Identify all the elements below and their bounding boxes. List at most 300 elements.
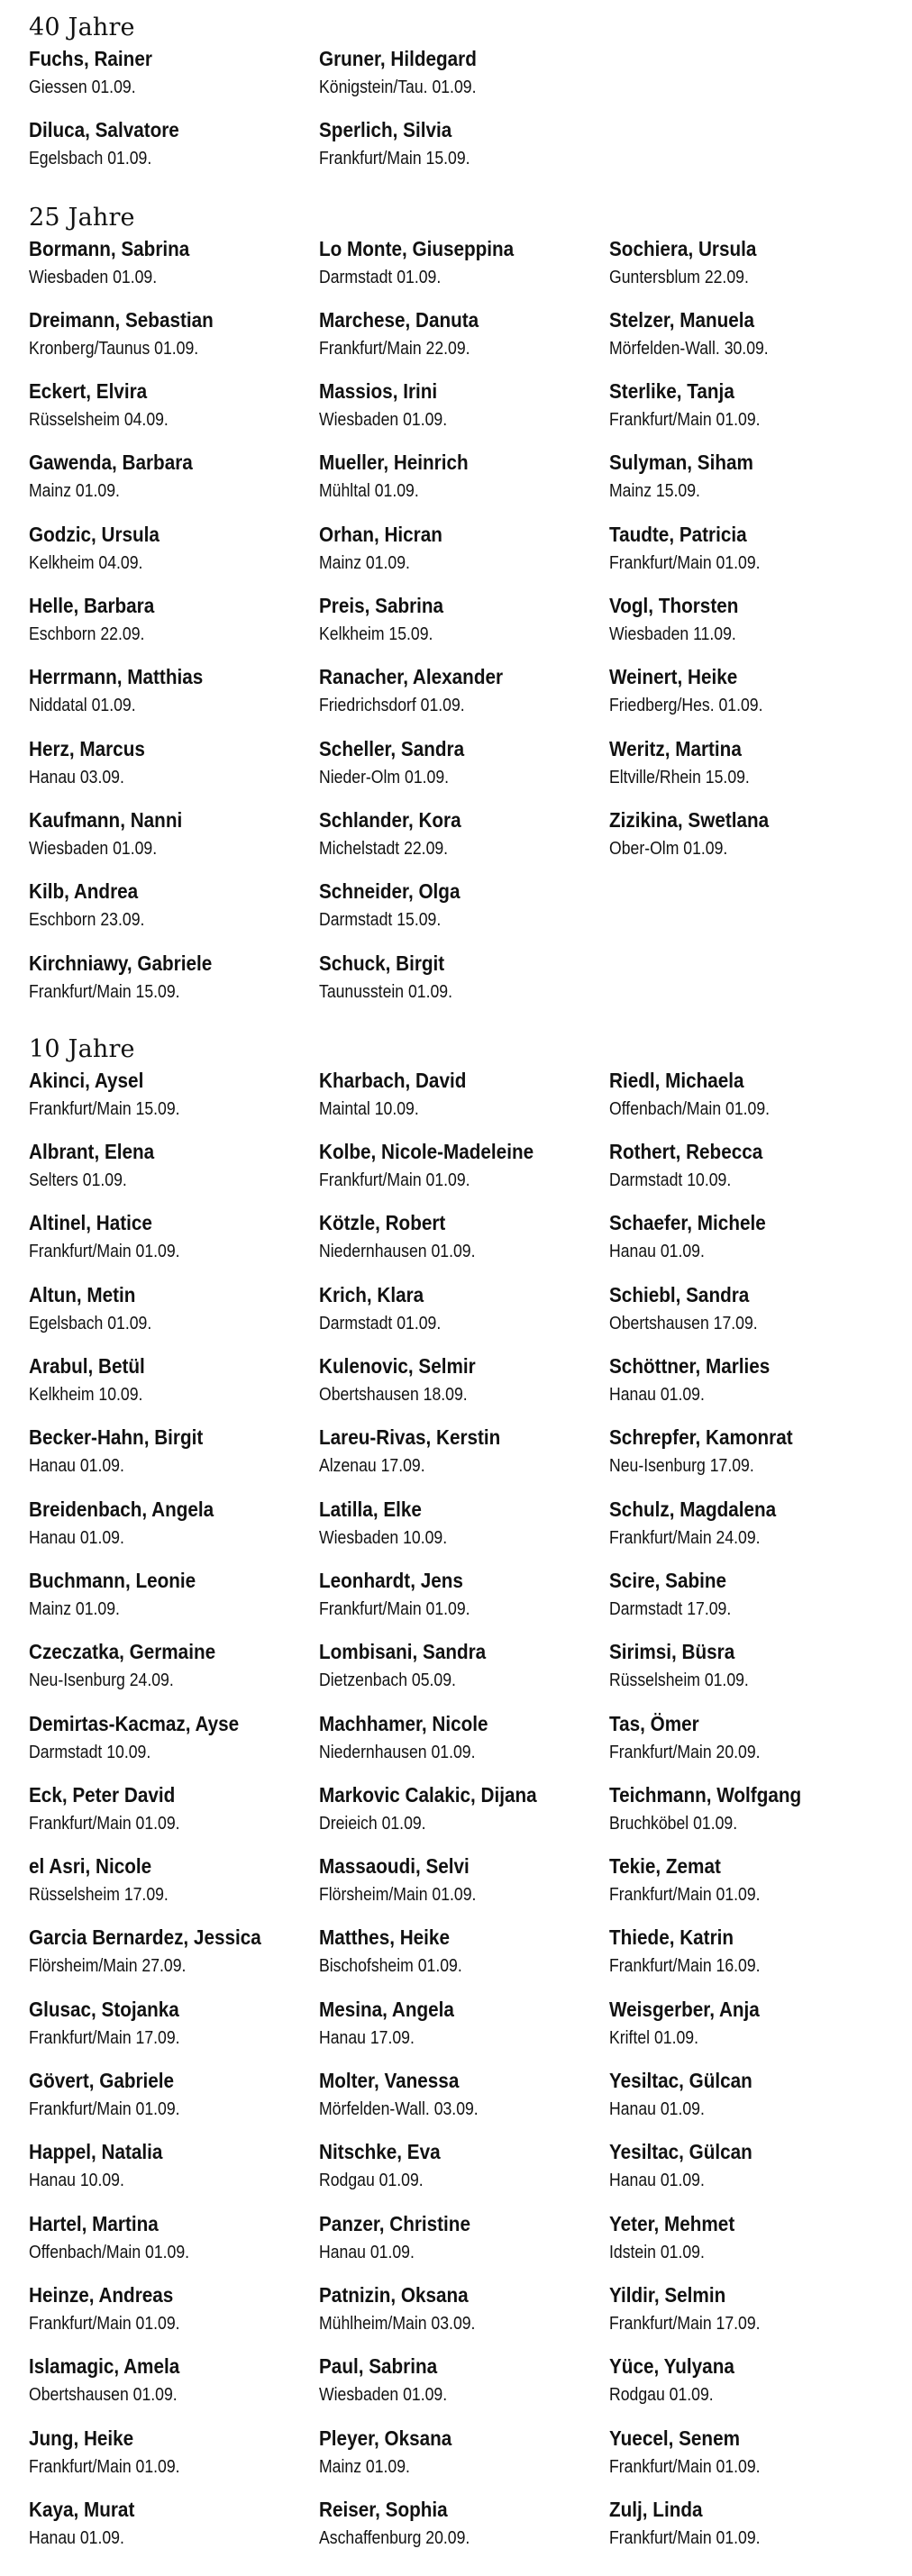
empty-cell	[609, 45, 894, 116]
location-date: Hanau 01.09.	[609, 2170, 705, 2191]
location-date: Aschaffenburg 20.09.	[319, 2526, 470, 2548]
person-name: Fuchs, Rainer	[29, 47, 152, 70]
person-name: Scire, Sabine	[609, 1568, 727, 1592]
person-name: Lo Monte, Giuseppina	[319, 236, 515, 260]
person-name: Yüce, Yulyana	[609, 2354, 734, 2379]
person-name: Vogl, Thorsten	[609, 594, 739, 618]
anniversary-list	[29, 13, 894, 2567]
location-date: Alzenau 17.09.	[319, 1455, 425, 1477]
person-name: Zulj, Linda	[609, 2497, 703, 2521]
location-date: Frankfurt/Main 17.09.	[29, 2026, 180, 2048]
person-name: Molter, Vanessa	[319, 2069, 460, 2093]
person-name: Patnizin, Oksana	[319, 2282, 469, 2307]
location-date: Friedrichsdorf 01.09.	[319, 695, 465, 716]
list-item	[609, 663, 894, 734]
list-item	[29, 2210, 319, 2281]
list-item	[319, 45, 609, 116]
person-name: Kilb, Andrea	[29, 879, 139, 904]
person-name: Lareu-Rivas, Kerstin	[319, 1425, 501, 1450]
list-item	[319, 1710, 609, 1781]
list-item	[609, 1281, 894, 1352]
location-date: Kelkheim 15.09.	[319, 624, 433, 645]
location-date: Michelstadt 22.09.	[319, 837, 449, 859]
location-date: Eltville/Rhein 15.09.	[609, 766, 750, 787]
list-item	[29, 1996, 319, 2067]
person-name: Albrant, Elena	[29, 1140, 155, 1164]
location-date: Mühlheim/Main 03.09.	[319, 2312, 476, 2334]
list-item	[29, 2496, 319, 2567]
list-item	[319, 1281, 609, 1352]
person-name: Teichmann, Wolfgang	[609, 1782, 802, 1807]
person-name: Paul, Sabrina	[319, 2354, 438, 2379]
location-date: Dietzenbach 05.09.	[319, 1670, 456, 1691]
list-item	[29, 1567, 319, 1638]
person-name: Gruner, Hildegard	[319, 47, 477, 70]
location-date: Frankfurt/Main 01.09.	[29, 1241, 180, 1262]
list-item	[29, 1496, 319, 1567]
list-item	[319, 1781, 609, 1852]
list-item	[29, 2353, 319, 2424]
list-item	[319, 1924, 609, 1995]
person-name: Schlander, Kora	[319, 807, 461, 832]
list-item	[319, 116, 609, 187]
location-date: Hanau 01.09.	[29, 1526, 124, 1548]
location-date: Frankfurt/Main 22.09.	[319, 337, 470, 359]
person-name: Sochiera, Ursula	[609, 236, 757, 260]
list-item	[609, 1781, 894, 1852]
location-date: Rüsselsheim 01.09.	[609, 1670, 749, 1691]
person-name: Lombisani, Sandra	[319, 1640, 487, 1664]
list-item	[609, 1496, 894, 1567]
location-date: Mainz 15.09.	[609, 480, 700, 502]
location-date: Wiesbaden 01.09.	[29, 266, 158, 287]
list-item	[319, 1067, 609, 1138]
list-item	[609, 2425, 894, 2496]
location-date: Friedberg/Hes. 01.09.	[609, 695, 763, 716]
location-date: Rodgau 01.09.	[609, 2384, 714, 2406]
list-item	[319, 2496, 609, 2567]
person-name: Demirtas-Kacmaz, Ayse	[29, 1711, 240, 1735]
list-item	[29, 45, 319, 116]
location-date: Hanau 01.09.	[609, 1384, 705, 1406]
location-date: Eschborn 23.09.	[29, 909, 145, 931]
location-date: Hanau 17.09.	[319, 2026, 415, 2048]
location-date: Mainz 01.09.	[29, 480, 120, 502]
person-name: Yesiltac, Gülcan	[609, 2140, 752, 2164]
list-item	[29, 1209, 319, 1280]
person-name: el Asri, Nicole	[29, 1854, 152, 1879]
location-date: Guntersblum 22.09.	[609, 266, 749, 287]
location-date: Neu-Isenburg 17.09.	[609, 1455, 754, 1477]
person-name: Matthes, Heike	[319, 1925, 450, 1950]
location-date: Hanau 01.09.	[609, 1241, 705, 1262]
location-date: Obertshausen 17.09.	[609, 1312, 758, 1334]
list-item	[319, 1209, 609, 1280]
list-item	[319, 1638, 609, 1709]
list-item	[29, 1067, 319, 1138]
person-name: Happel, Natalia	[29, 2140, 163, 2164]
location-date: Egelsbach 01.09.	[29, 1312, 152, 1334]
location-date: Frankfurt/Main 15.09.	[29, 1097, 180, 1119]
location-date: Ober-Olm 01.09.	[609, 837, 728, 859]
list-item	[609, 1996, 894, 2067]
list-item	[319, 1852, 609, 1924]
person-name: Dreimann, Sebastian	[29, 307, 214, 332]
person-name: Sulyman, Siham	[609, 451, 753, 475]
list-item	[319, 878, 609, 949]
list-item	[319, 306, 609, 378]
location-date: Kriftel 01.09.	[609, 2026, 698, 2048]
list-item	[319, 592, 609, 663]
list-item	[29, 116, 319, 187]
person-name: Altinel, Hatice	[29, 1211, 152, 1235]
section-10-years	[29, 1034, 894, 2567]
list-item	[609, 1924, 894, 1995]
list-item	[609, 735, 894, 806]
list-item	[319, 449, 609, 520]
list-item	[319, 950, 609, 1021]
person-name: Weisgerber, Anja	[609, 1997, 760, 2021]
location-date: Flörsheim/Main 01.09.	[319, 1884, 477, 1906]
location-date: Frankfurt/Main 01.09.	[29, 2098, 180, 2120]
list-item	[29, 592, 319, 663]
location-date: Frankfurt/Main 20.09.	[609, 1741, 761, 1762]
person-name: Mueller, Heinrich	[319, 451, 469, 475]
location-date: Frankfurt/Main 01.09.	[319, 1597, 470, 1619]
location-date: Frankfurt/Main 24.09.	[609, 1526, 761, 1548]
person-name: Hartel, Martina	[29, 2211, 159, 2235]
empty-cell	[609, 116, 894, 187]
list-item	[319, 1996, 609, 2067]
section-title: 10 Jahre	[29, 1034, 135, 1063]
person-name: Schrepfer, Kamonrat	[609, 1425, 793, 1450]
location-date: Niddatal 01.09.	[29, 695, 136, 716]
list-item	[609, 1638, 894, 1709]
list-item	[609, 449, 894, 520]
person-name: Schaefer, Michele	[609, 1211, 766, 1235]
list-item	[319, 378, 609, 449]
person-name: Zizikina, Swetlana	[609, 807, 770, 832]
person-name: Machhamer, Nicole	[319, 1711, 488, 1735]
list-item	[319, 735, 609, 806]
person-name: Gawenda, Barbara	[29, 451, 193, 475]
location-date: Kelkheim 10.09.	[29, 1384, 143, 1406]
location-date: Frankfurt/Main 01.09.	[609, 551, 761, 573]
list-item	[609, 1352, 894, 1424]
list-item	[29, 2281, 319, 2353]
list-item	[29, 235, 319, 306]
list-item	[319, 2210, 609, 2281]
list-item	[319, 2281, 609, 2353]
person-name: Weinert, Heike	[609, 665, 738, 689]
location-date: Mörfelden-Wall. 03.09.	[319, 2098, 479, 2120]
list-item	[609, 378, 894, 449]
location-date: Flörsheim/Main 27.09.	[29, 1955, 187, 1977]
person-name: Pleyer, Oksana	[319, 2426, 452, 2450]
list-item	[609, 2210, 894, 2281]
person-name: Kötzle, Robert	[319, 1211, 446, 1235]
location-date: Bruchköbel 01.09.	[609, 1812, 738, 1834]
location-date: Darmstadt 10.09.	[29, 1741, 151, 1762]
person-name: Sterlike, Tanja	[609, 379, 734, 404]
location-date: Frankfurt/Main 01.09.	[609, 1884, 761, 1906]
person-name: Thiede, Katrin	[609, 1925, 734, 1950]
list-item	[609, 592, 894, 663]
list-item	[319, 1138, 609, 1209]
location-date: Mainz 01.09.	[29, 1597, 120, 1619]
location-date: Nieder-Olm 01.09.	[319, 766, 450, 787]
person-name: Garcia Bernardez, Jessica	[29, 1925, 261, 1950]
location-date: Egelsbach 01.09.	[29, 148, 152, 169]
location-date: Kronberg/Taunus 01.09.	[29, 337, 199, 359]
location-date: Taunusstein 01.09.	[319, 980, 453, 1002]
person-name: Godzic, Ursula	[29, 522, 160, 546]
person-name: Reiser, Sophia	[319, 2497, 448, 2521]
location-date: Darmstadt 15.09.	[319, 909, 442, 931]
location-date: Obertshausen 18.09.	[319, 1384, 468, 1406]
person-name: Buchmann, Leonie	[29, 1568, 196, 1592]
location-date: Rüsselsheim 04.09.	[29, 409, 169, 431]
list-item	[29, 521, 319, 592]
location-date: Mainz 01.09.	[319, 551, 410, 573]
location-date: Wiesbaden 01.09.	[319, 409, 448, 431]
list-item	[609, 1710, 894, 1781]
location-date: Wiesbaden 11.09.	[609, 624, 736, 645]
list-item	[319, 235, 609, 306]
location-date: Selters 01.09.	[29, 1170, 127, 1191]
person-name: Kharbach, David	[319, 1068, 467, 1092]
location-date: Frankfurt/Main 01.09.	[319, 1170, 470, 1191]
list-item	[29, 1781, 319, 1852]
location-date: Maintal 10.09.	[319, 1097, 419, 1119]
list-item	[29, 2138, 319, 2209]
location-date: Darmstadt 01.09.	[319, 266, 442, 287]
list-item	[609, 306, 894, 378]
person-name: Schulz, Magdalena	[609, 1497, 777, 1521]
list-item	[609, 1852, 894, 1924]
location-date: Hanau 01.09.	[609, 2098, 705, 2120]
person-name: Massios, Irini	[319, 379, 438, 404]
person-name: Massaoudi, Selvi	[319, 1854, 470, 1879]
person-name: Scheller, Sandra	[319, 736, 465, 760]
person-name: Czeczatka, Germaine	[29, 1640, 216, 1664]
list-item	[609, 1424, 894, 1495]
list-item	[319, 1496, 609, 1567]
section-25-years	[29, 203, 894, 1021]
person-name: Breidenbach, Angela	[29, 1497, 214, 1521]
list-item	[609, 2138, 894, 2209]
list-item	[29, 449, 319, 520]
location-date: Neu-Isenburg 24.09.	[29, 1670, 174, 1691]
location-date: Frankfurt/Main 01.09.	[609, 2526, 761, 2548]
person-name: Schuck, Birgit	[319, 951, 445, 975]
location-date: Frankfurt/Main 01.09.	[29, 1812, 180, 1834]
location-date: Mühltal 01.09.	[319, 480, 419, 502]
list-item	[609, 1209, 894, 1280]
person-name: Yildir, Selmin	[609, 2282, 726, 2307]
person-name: Kirchniawy, Gabriele	[29, 951, 213, 975]
list-item	[29, 1710, 319, 1781]
person-name: Kaya, Murat	[29, 2497, 135, 2521]
entry-grid	[29, 1067, 894, 2567]
person-name: Riedl, Michaela	[609, 1068, 744, 1092]
person-name: Panzer, Christine	[319, 2211, 470, 2235]
person-name: Akinci, Aysel	[29, 1068, 144, 1092]
list-item	[319, 806, 609, 878]
person-name: Yuecel, Senem	[609, 2426, 740, 2450]
location-date: Wiesbaden 01.09.	[319, 2384, 448, 2406]
entry-grid	[29, 235, 894, 1021]
location-date: Frankfurt/Main 01.09.	[609, 2455, 761, 2477]
list-item	[609, 2496, 894, 2567]
list-item	[29, 1281, 319, 1352]
location-date: Kelkheim 04.09.	[29, 551, 143, 573]
location-date: Darmstadt 01.09.	[319, 1312, 442, 1334]
section-title: 40 Jahre	[29, 14, 135, 41]
location-date: Frankfurt/Main 15.09.	[29, 980, 180, 1002]
location-date: Frankfurt/Main 01.09.	[29, 2455, 180, 2477]
person-name: Marchese, Danuta	[319, 307, 479, 332]
person-name: Kolbe, Nicole-Madeleine	[319, 1140, 534, 1164]
entry-grid	[29, 45, 894, 188]
location-date: Hanau 10.09.	[29, 2170, 124, 2191]
person-name: Tas, Ömer	[609, 1711, 699, 1735]
section-title: 25 Jahre	[29, 203, 135, 232]
person-name: Arabul, Betül	[29, 1354, 145, 1379]
person-name: Bormann, Sabrina	[29, 236, 190, 260]
person-name: Weritz, Martina	[609, 736, 742, 760]
location-date: Hanau 01.09.	[29, 2526, 124, 2548]
person-name: Heinze, Andreas	[29, 2282, 174, 2307]
list-item	[29, 1352, 319, 1424]
location-date: Hanau 03.09.	[29, 766, 124, 787]
person-name: Diluca, Salvatore	[29, 118, 179, 142]
location-date: Idstein 01.09.	[609, 2241, 705, 2262]
list-item	[29, 1852, 319, 1924]
location-date: Rüsselsheim 17.09.	[29, 1884, 169, 1906]
location-date: Obertshausen 01.09.	[29, 2384, 178, 2406]
list-item	[609, 806, 894, 878]
person-name: Eckert, Elvira	[29, 379, 148, 404]
list-item	[29, 1924, 319, 1995]
list-item	[29, 378, 319, 449]
location-date: Frankfurt/Main 01.09.	[29, 2312, 180, 2334]
list-item	[609, 2067, 894, 2138]
list-item	[319, 2425, 609, 2496]
person-name: Kaufmann, Nanni	[29, 807, 183, 832]
person-name: Leonhardt, Jens	[319, 1568, 463, 1592]
person-name: Herz, Marcus	[29, 736, 145, 760]
list-item	[319, 2138, 609, 2209]
location-date: Mainz 01.09.	[319, 2455, 410, 2477]
list-item	[609, 235, 894, 306]
location-date: Offenbach/Main 01.09.	[609, 1097, 771, 1119]
person-name: Ranacher, Alexander	[319, 665, 504, 689]
location-date: Niedernhausen 01.09.	[319, 1241, 476, 1262]
location-date: Frankfurt/Main 15.09.	[319, 148, 470, 169]
person-name: Becker-Hahn, Birgit	[29, 1425, 204, 1450]
list-item	[319, 663, 609, 734]
person-name: Helle, Barbara	[29, 594, 155, 618]
location-date: Frankfurt/Main 16.09.	[609, 1955, 761, 1977]
list-item	[319, 2067, 609, 2138]
list-item	[29, 1638, 319, 1709]
person-name: Jung, Heike	[29, 2426, 134, 2450]
person-name: Kulenovic, Selmir	[319, 1354, 476, 1379]
person-name: Orhan, Hicran	[319, 522, 442, 546]
person-name: Glusac, Stojanka	[29, 1997, 179, 2021]
person-name: Islamagic, Amela	[29, 2354, 180, 2379]
person-name: Schiebl, Sandra	[609, 1282, 750, 1306]
person-name: Preis, Sabrina	[319, 594, 444, 618]
list-item	[29, 878, 319, 949]
location-date: Wiesbaden 01.09.	[29, 837, 158, 859]
location-date: Giessen 01.09.	[29, 77, 136, 97]
location-date: Mörfelden-Wall. 30.09.	[609, 337, 769, 359]
empty-cell	[609, 950, 894, 1021]
location-date: Frankfurt/Main 17.09.	[609, 2312, 761, 2334]
person-name: Latilla, Elke	[319, 1497, 422, 1521]
person-name: Eck, Peter David	[29, 1782, 176, 1807]
list-item	[29, 1424, 319, 1495]
list-item	[29, 1138, 319, 1209]
list-item	[319, 2353, 609, 2424]
list-item	[319, 1424, 609, 1495]
person-name: Yeter, Mehmet	[609, 2211, 735, 2235]
list-item	[29, 950, 319, 1021]
location-date: Wiesbaden 10.09.	[319, 1526, 448, 1548]
list-item	[609, 1067, 894, 1138]
list-item	[609, 2281, 894, 2353]
person-name: Taudte, Patricia	[609, 522, 747, 546]
list-item	[29, 806, 319, 878]
location-date: Niedernhausen 01.09.	[319, 1741, 476, 1762]
list-item	[609, 1567, 894, 1638]
person-name: Krich, Klara	[319, 1282, 424, 1306]
person-name: Yesiltac, Gülcan	[609, 2069, 752, 2093]
list-item	[29, 2425, 319, 2496]
location-date: Bischofsheim 01.09.	[319, 1955, 462, 1977]
person-name: Schöttner, Marlies	[609, 1354, 771, 1379]
location-date: Königstein/Tau. 01.09.	[319, 77, 477, 97]
person-name: Altun, Metin	[29, 1282, 136, 1306]
list-item	[319, 521, 609, 592]
location-date: Dreieich 01.09.	[319, 1812, 426, 1834]
location-date: Offenbach/Main 01.09.	[29, 2241, 190, 2262]
person-name: Schneider, Olga	[319, 879, 461, 904]
location-date: Hanau 01.09.	[29, 1455, 124, 1477]
person-name: Markovic Calakic, Dijana	[319, 1782, 537, 1807]
person-name: Herrmann, Matthias	[29, 665, 204, 689]
location-date: Darmstadt 10.09.	[609, 1170, 732, 1191]
list-item	[29, 2067, 319, 2138]
list-item	[609, 1138, 894, 1209]
list-item	[29, 735, 319, 806]
list-item	[319, 1352, 609, 1424]
person-name: Mesina, Angela	[319, 1997, 454, 2021]
list-item	[609, 521, 894, 592]
person-name: Stelzer, Manuela	[609, 307, 755, 332]
empty-cell	[609, 878, 894, 949]
person-name: Nitschke, Eva	[319, 2140, 441, 2164]
person-name: Gövert, Gabriele	[29, 2069, 175, 2093]
location-date: Darmstadt 17.09.	[609, 1597, 732, 1619]
location-date: Rodgau 01.09.	[319, 2170, 424, 2191]
list-item	[609, 2353, 894, 2424]
list-item	[29, 663, 319, 734]
location-date: Frankfurt/Main 01.09.	[609, 409, 761, 431]
list-item	[319, 1567, 609, 1638]
